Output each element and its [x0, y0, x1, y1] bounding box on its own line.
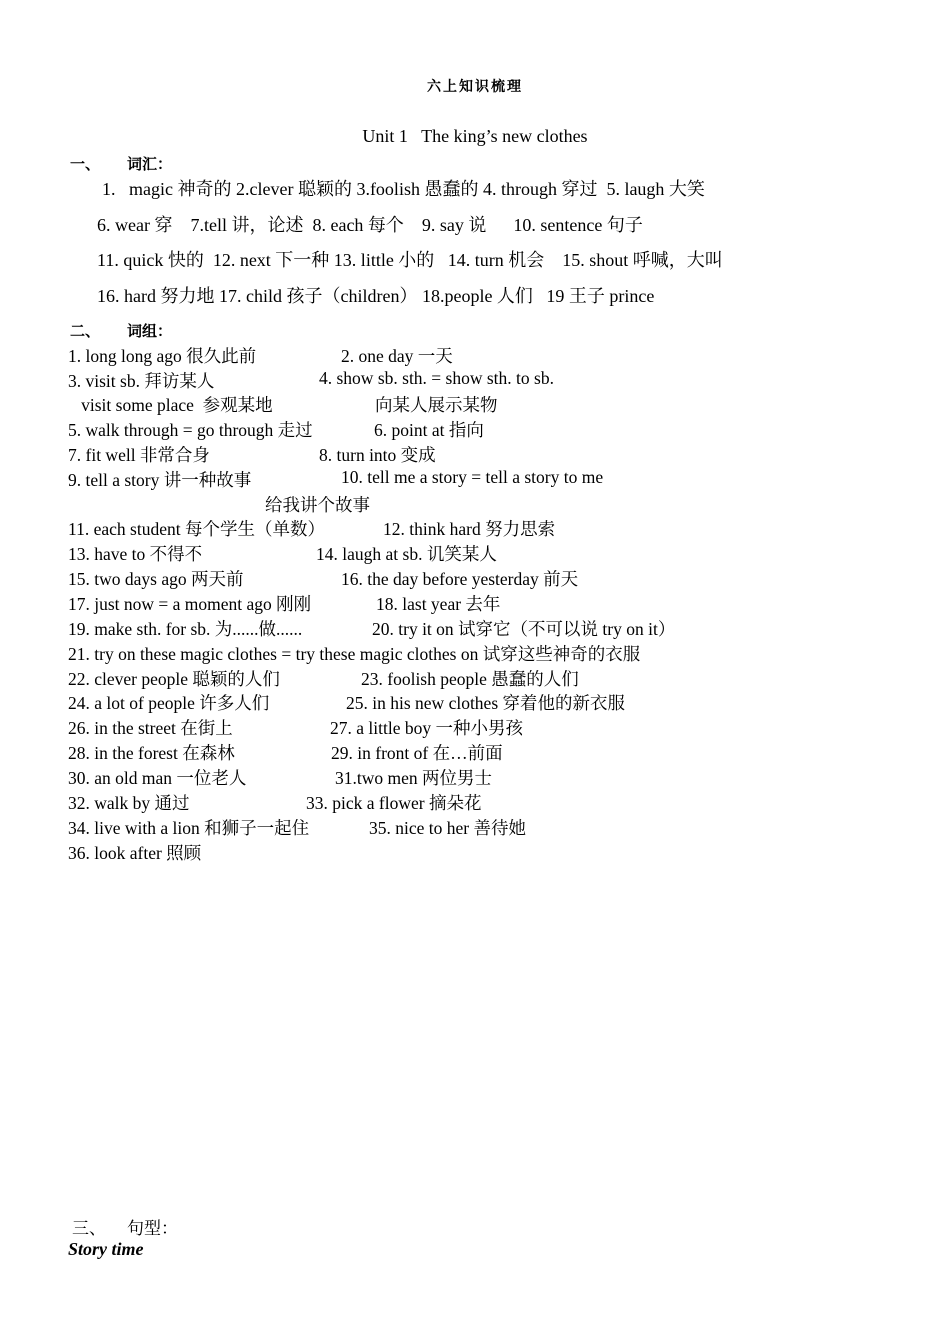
- phrase-item: 7. fit well 非常合身: [68, 445, 210, 465]
- phrase-item: 11. each student 每个学生（单数）: [68, 519, 325, 539]
- section-3-number: 三、: [72, 1219, 106, 1238]
- phrase-item: 31.two men 两位男士: [335, 768, 493, 788]
- vocab-line: 16. hard 努力地 17. child 孩子（children） 18.people 人们 19 王子 prince: [97, 286, 655, 306]
- phrase-item: 32. walk by 通过: [68, 793, 190, 813]
- vocab-line: 11. quick 快的 12. next 下一种 13. little 小的 14. turn 机会 15. shout 呼喊，大叫: [97, 250, 723, 270]
- phrase-item: 35. nice to her 善待她: [369, 818, 526, 838]
- story-time-heading: Story time: [68, 1239, 144, 1259]
- phrase-item: 8. turn into 变成: [319, 445, 436, 465]
- phrase-item: 28. in the forest 在森林: [68, 743, 235, 763]
- phrase-item: 15. two days ago 两天前: [68, 569, 244, 589]
- unit-title: Unit 1 The king’s new clothes: [362, 126, 588, 146]
- phrase-item: 19. make sth. for sb. 为......做......: [68, 619, 303, 639]
- phrase-item: visit some place 参观某地: [68, 395, 273, 415]
- phrase-item: 17. just now = a moment ago 刚刚: [68, 594, 312, 614]
- phrase-item: 13. have to 不得不: [68, 544, 203, 564]
- section-1-number: 一、: [70, 157, 101, 173]
- phrase-item: 3. visit sb. 拜访某人: [68, 371, 215, 391]
- phrase-item: 6. point at 指向: [374, 420, 484, 440]
- phrase-item: 26. in the street 在街上: [68, 718, 233, 738]
- phrase-item: 24. a lot of people 许多人们: [68, 693, 270, 713]
- section-2-label: 词组：: [127, 324, 173, 340]
- phrase-item: 5. walk through = go through 走过: [68, 420, 313, 440]
- phrase-item: 30. an old man 一位老人: [68, 768, 247, 788]
- phrase-item: 21. try on these magic clothes = try these magic clothes on 试穿这些神奇的衣服: [68, 644, 641, 664]
- phrase-item: 18. last year 去年: [376, 594, 501, 614]
- phrase-item: 25. in his new clothes 穿着他的新衣服: [346, 693, 626, 713]
- phrase-item: 14. laugh at sb. 讥笑某人: [316, 544, 497, 564]
- phrase-item: 给我讲个故事: [265, 495, 370, 515]
- phrase-item: 10. tell me a story = tell a story to me: [341, 467, 604, 487]
- phrase-item: 2. one day 一天: [341, 346, 453, 366]
- phrase-item: 1. long long ago 很久此前: [68, 346, 257, 366]
- phrase-item: 23. foolish people 愚蠢的人们: [361, 669, 579, 689]
- phrase-item: 9. tell a story 讲一种故事: [68, 470, 252, 490]
- phrase-item: 27. a little boy 一种小男孩: [330, 718, 523, 738]
- section-2-number: 二、: [70, 324, 101, 340]
- phrase-item: 29. in front of 在…前面: [331, 743, 503, 763]
- phrase-item: 4. show sb. sth. = show sth. to sb.: [319, 368, 554, 388]
- phrase-item: 33. pick a flower 摘朵花: [306, 793, 482, 813]
- phrase-item: 20. try it on 试穿它（不可以说 try on it）: [372, 619, 676, 639]
- vocab-line: 1. magic 神奇的 2.clever 聪颖的 3.foolish 愚蠢的 4. through 穿过 5. laugh 大笑: [102, 179, 705, 199]
- section-1-label: 词汇：: [127, 157, 173, 173]
- phrase-item: 12. think hard 努力思索: [383, 519, 556, 539]
- phrase-item: 向某人展示某物: [375, 395, 498, 415]
- page-title: 六上知识梳理: [427, 80, 523, 95]
- phrase-item: 22. clever people 聪颖的人们: [68, 669, 280, 689]
- vocab-line: 6. wear 穿 7.tell 讲，论述 8. each 每个 9. say 说 10. sentence 句子: [97, 215, 643, 235]
- section-3-label: 句型：: [127, 1219, 178, 1238]
- phrase-item: 16. the day before yesterday 前天: [341, 569, 579, 589]
- phrase-item: 36. look after 照顾: [68, 843, 202, 863]
- phrase-item: 34. live with a lion 和狮子一起住: [68, 818, 310, 838]
